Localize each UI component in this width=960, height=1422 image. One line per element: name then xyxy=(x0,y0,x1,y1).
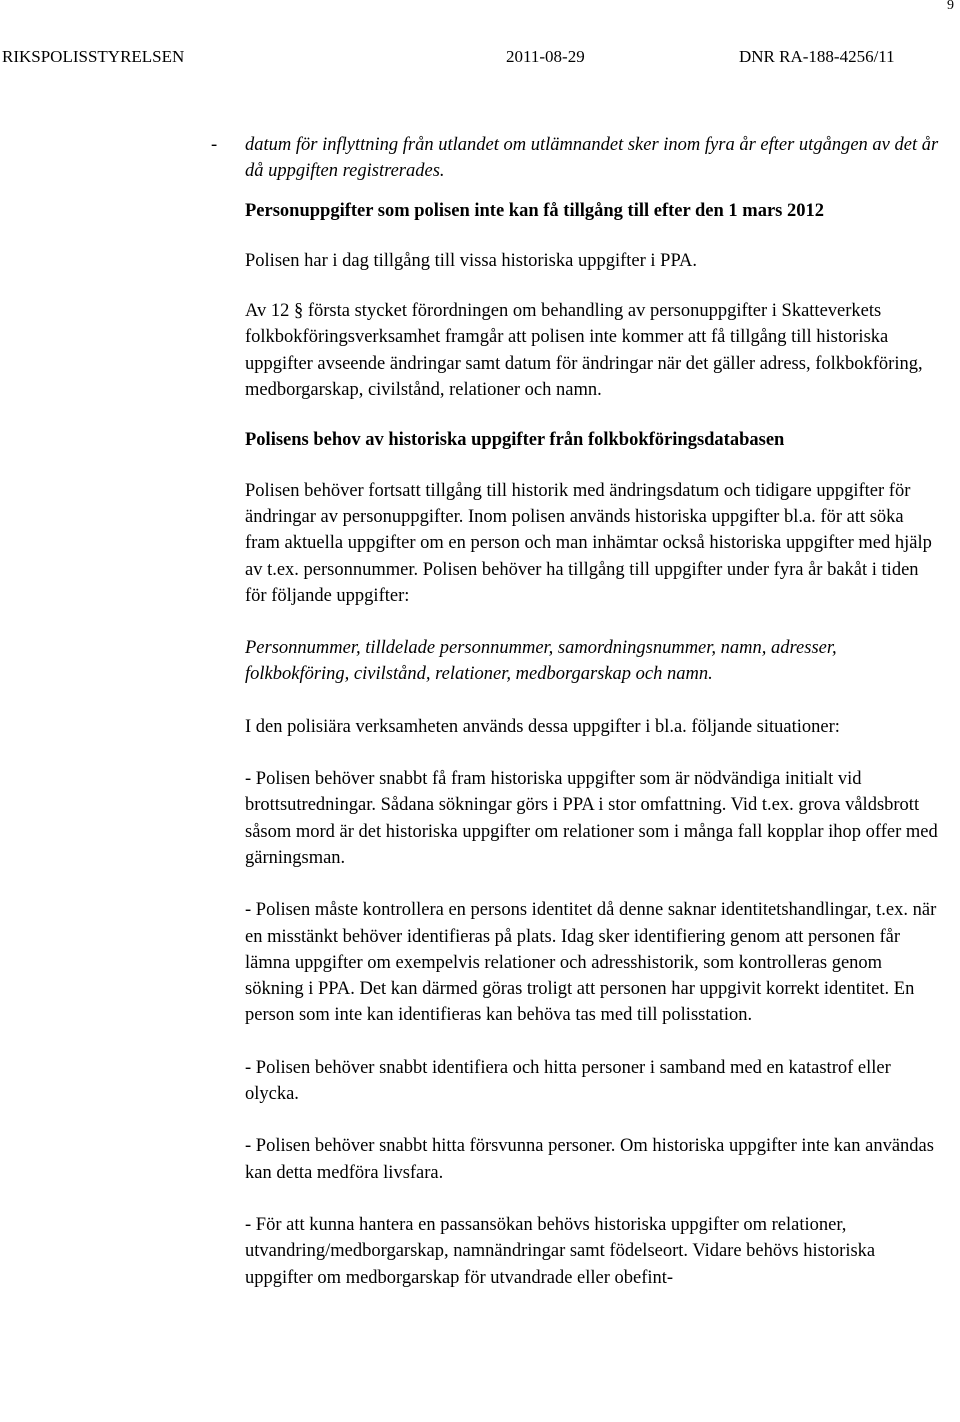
paragraph-9: - Polisen behöver snabbt hitta försvunna personer. Om historiska uppgifter inte kan användas kan detta medföra livsfara. xyxy=(245,1136,934,1183)
paragraph-3: Polisen behöver fortsatt tillgång till historik med ändringsdatum och tidigare uppgifter för ändringar av personuppgifter. Inom polisen används historiska uppgifter bl.a. för att söka fram aktuella uppgifter om en person och man inhämtar också historiska uppgifter med hjälp av t.ex. personnummer. Polisen behöver ha tillgång till uppgifter under fyra år bakåt i tiden för följande uppgifter: xyxy=(245,480,932,606)
header-date: 2011-08-29 xyxy=(506,47,585,66)
paragraph-6: - Polisen behöver snabbt få fram historiska uppgifter som är nödvändiga initialt vid brottsutredningar. Sådana sökningar görs i PPA i stor omfattning. Vid t.ex. grova våldsbrott såsom mord är det historiska uppgifter om relationer som i många fall kopplar ihop offer med gärningsman. xyxy=(245,769,938,868)
bullet-item xyxy=(211,132,940,185)
header-dnr: DNR RA-188-4256/11 xyxy=(739,47,895,66)
paragraph-1: Polisen har i dag tillgång till vissa historiska uppgifter i PPA. xyxy=(245,250,698,271)
bullet-dash: - xyxy=(211,135,218,155)
paragraph-2: Av 12 § första stycket förordningen om behandling av personuppgifter i Skatteverkets folkbokföringsverksamhet framgår att polisen inte kommer att få tillgång till historiska uppgifter avseende ändringar samt datum för ändringar när det gäller adress, folkbokföring, medborgarskap, civilstånd, relationer och namn. xyxy=(245,301,923,401)
page-number: 9 xyxy=(947,0,954,13)
paragraph-8: - Polisen behöver snabbt identifiera och hitta personer i samband med en katastrof eller olycka. xyxy=(245,1057,891,1105)
section-heading-1: Personuppgifter som polisen inte kan få tillgång till efter den 1 mars 2012 xyxy=(245,200,824,221)
section-heading-2: Polisens behov av historiska uppgifter från folkbokföringsdatabasen xyxy=(245,430,785,451)
paragraph-5: I den polisiära verksamheten används dessa uppgifter i bl.a. följande situationer: xyxy=(245,716,840,737)
header-organization: RIKSPOLISSTYRELSEN xyxy=(2,47,185,66)
bullet-text: datum för inflyttning från utlandet om utlämnandet sker inom fyra år efter utgången av det år då uppgiften registrerades. xyxy=(245,135,939,182)
paragraph-4: Personnummer, tilldelade personnummer, samordningsnummer, namn, adresser, folkbokföring, civilstånd, relationer, medborgarskap och namn. xyxy=(245,638,837,685)
paragraph-7: - Polisen måste kontrollera en persons identitet då denne saknar identitetshandlingar, t.ex. när en misstänkt behöver identifieras på plats. Idag sker identifiering genom att personen får lämna uppgifter om exempelvis relationer och adresshistorik, som kontrolleras genom sökning i PPA. Det kan därmed göras troligt att personen har uppgivit korrekt identitet. En person som inte kan identifieras kan behöva tas med till polisstation. xyxy=(245,900,937,1026)
document-body xyxy=(211,132,940,1291)
paragraph-10: - För att kunna hantera en passansökan behövs historiska uppgifter om relationer, utvandring/medborgarskap, namnändringar samt födelseort. Vidare behövs historiska uppgifter om medborgarskap för utvandrade eller obefint- xyxy=(245,1214,876,1288)
